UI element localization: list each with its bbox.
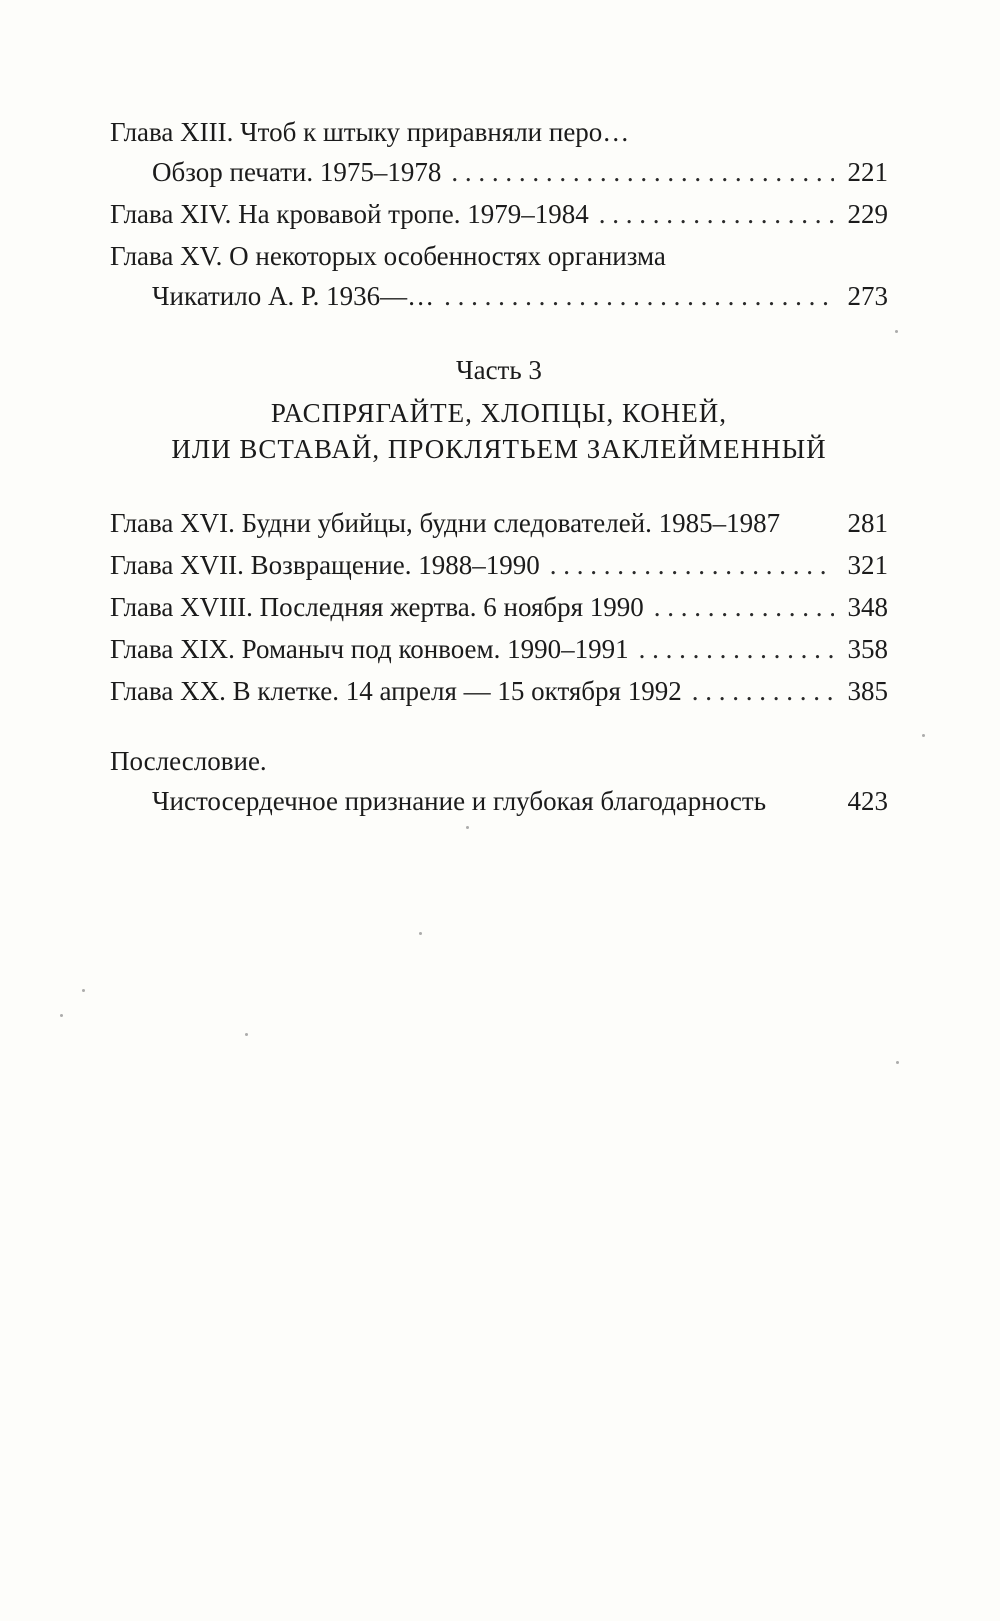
toc-entry-title: Послесловие.	[110, 746, 267, 776]
toc-entry-title: Глава XV. О некоторых особенностях организма	[110, 241, 666, 271]
toc-entry-chapter-17[interactable]	[110, 545, 888, 585]
toc-entry-title: Глава XVI. Будни убийцы, будни следователей. 1985–1987	[110, 508, 781, 538]
toc-entry-chapter-16[interactable]	[110, 503, 888, 543]
toc-entry-chapter-14[interactable]	[110, 194, 888, 234]
toc-entry-subtitle: Чистосердечное признание и глубокая благодарность	[152, 786, 767, 816]
dot-leader	[639, 629, 834, 669]
dot-leader	[654, 587, 834, 627]
toc-part2-tail	[110, 112, 888, 316]
scan-speck	[419, 932, 422, 935]
scan-speck	[466, 826, 469, 829]
toc-page-number: 221	[847, 157, 888, 187]
toc-entry-chapter-15[interactable]	[110, 236, 888, 316]
toc-entry-line	[110, 152, 888, 192]
scan-speck	[895, 330, 898, 333]
toc-entry-title: Глава XX. В клетке. 14 апреля — 15 октября 1992	[110, 676, 682, 706]
scan-speck	[60, 1014, 63, 1017]
toc-entry-title: Глава XIX. Романыч под конвоем. 1990–1991	[110, 634, 629, 664]
dot-leader	[451, 152, 834, 192]
toc-entry-chapter-19[interactable]	[110, 629, 888, 669]
toc-page-number: 273	[847, 281, 888, 311]
toc-page-number: 358	[847, 634, 888, 664]
toc-entry-afterword[interactable]	[110, 741, 888, 821]
dot-leader	[692, 671, 834, 711]
scan-speck	[922, 734, 925, 737]
toc-entry-line	[110, 194, 888, 234]
toc-entry-title: Глава XVII. Возвращение. 1988–1990	[110, 550, 540, 580]
toc-entry-line	[110, 629, 888, 669]
toc-entry-chapter-13[interactable]	[110, 112, 888, 192]
toc-entry-line	[110, 276, 888, 316]
toc-entry-line	[110, 545, 888, 585]
part-label: Часть 3	[456, 355, 542, 385]
toc-entry-line	[110, 112, 888, 152]
toc-entry-title: Глава XIII. Чтоб к штыку приравняли перо…	[110, 117, 630, 147]
toc-entry-chapter-18[interactable]	[110, 587, 888, 627]
part-3-heading	[110, 353, 888, 467]
dot-leader	[550, 545, 834, 585]
scan-speck	[245, 1033, 248, 1036]
part-title-line-1: РАСПРЯГАЙТЕ, ХЛОПЦЫ, КОНЕЙ,	[270, 398, 728, 428]
toc-page-number: 423	[847, 786, 888, 816]
dot-leader	[599, 194, 834, 234]
toc-entry-line	[110, 781, 888, 821]
toc-page-number: 321	[847, 550, 888, 580]
toc-page-number: 281	[847, 508, 888, 538]
toc-page-number: 229	[847, 199, 888, 229]
toc-afterword	[110, 741, 888, 821]
toc-entry-line	[110, 587, 888, 627]
toc-entry-line	[110, 503, 888, 543]
dot-leader	[444, 276, 834, 316]
toc-entry-chapter-20[interactable]	[110, 671, 888, 711]
toc-entry-title: Глава XIV. На кровавой тропе. 1979–1984	[110, 199, 589, 229]
toc-part3-chapters	[110, 503, 888, 711]
toc-entry-line	[110, 236, 888, 276]
toc-entry-line	[110, 741, 888, 781]
toc-entry-title: Глава XVIII. Последняя жертва. 6 ноября 1990	[110, 592, 644, 622]
toc-page-number: 348	[847, 592, 888, 622]
part-title	[110, 395, 888, 467]
toc-entry-subtitle: Чикатило А. Р. 1936—…	[152, 281, 435, 311]
toc-entry-subtitle: Обзор печати. 1975–1978	[152, 157, 442, 187]
toc-entry-line	[110, 671, 888, 711]
toc-page-number: 385	[847, 676, 888, 706]
part-title-line-2: ИЛИ ВСТАВАЙ, ПРОКЛЯТЬЕМ ЗАКЛЕЙМЕННЫЙ	[171, 434, 827, 464]
scan-speck	[82, 989, 85, 992]
scan-speck	[896, 1061, 899, 1064]
